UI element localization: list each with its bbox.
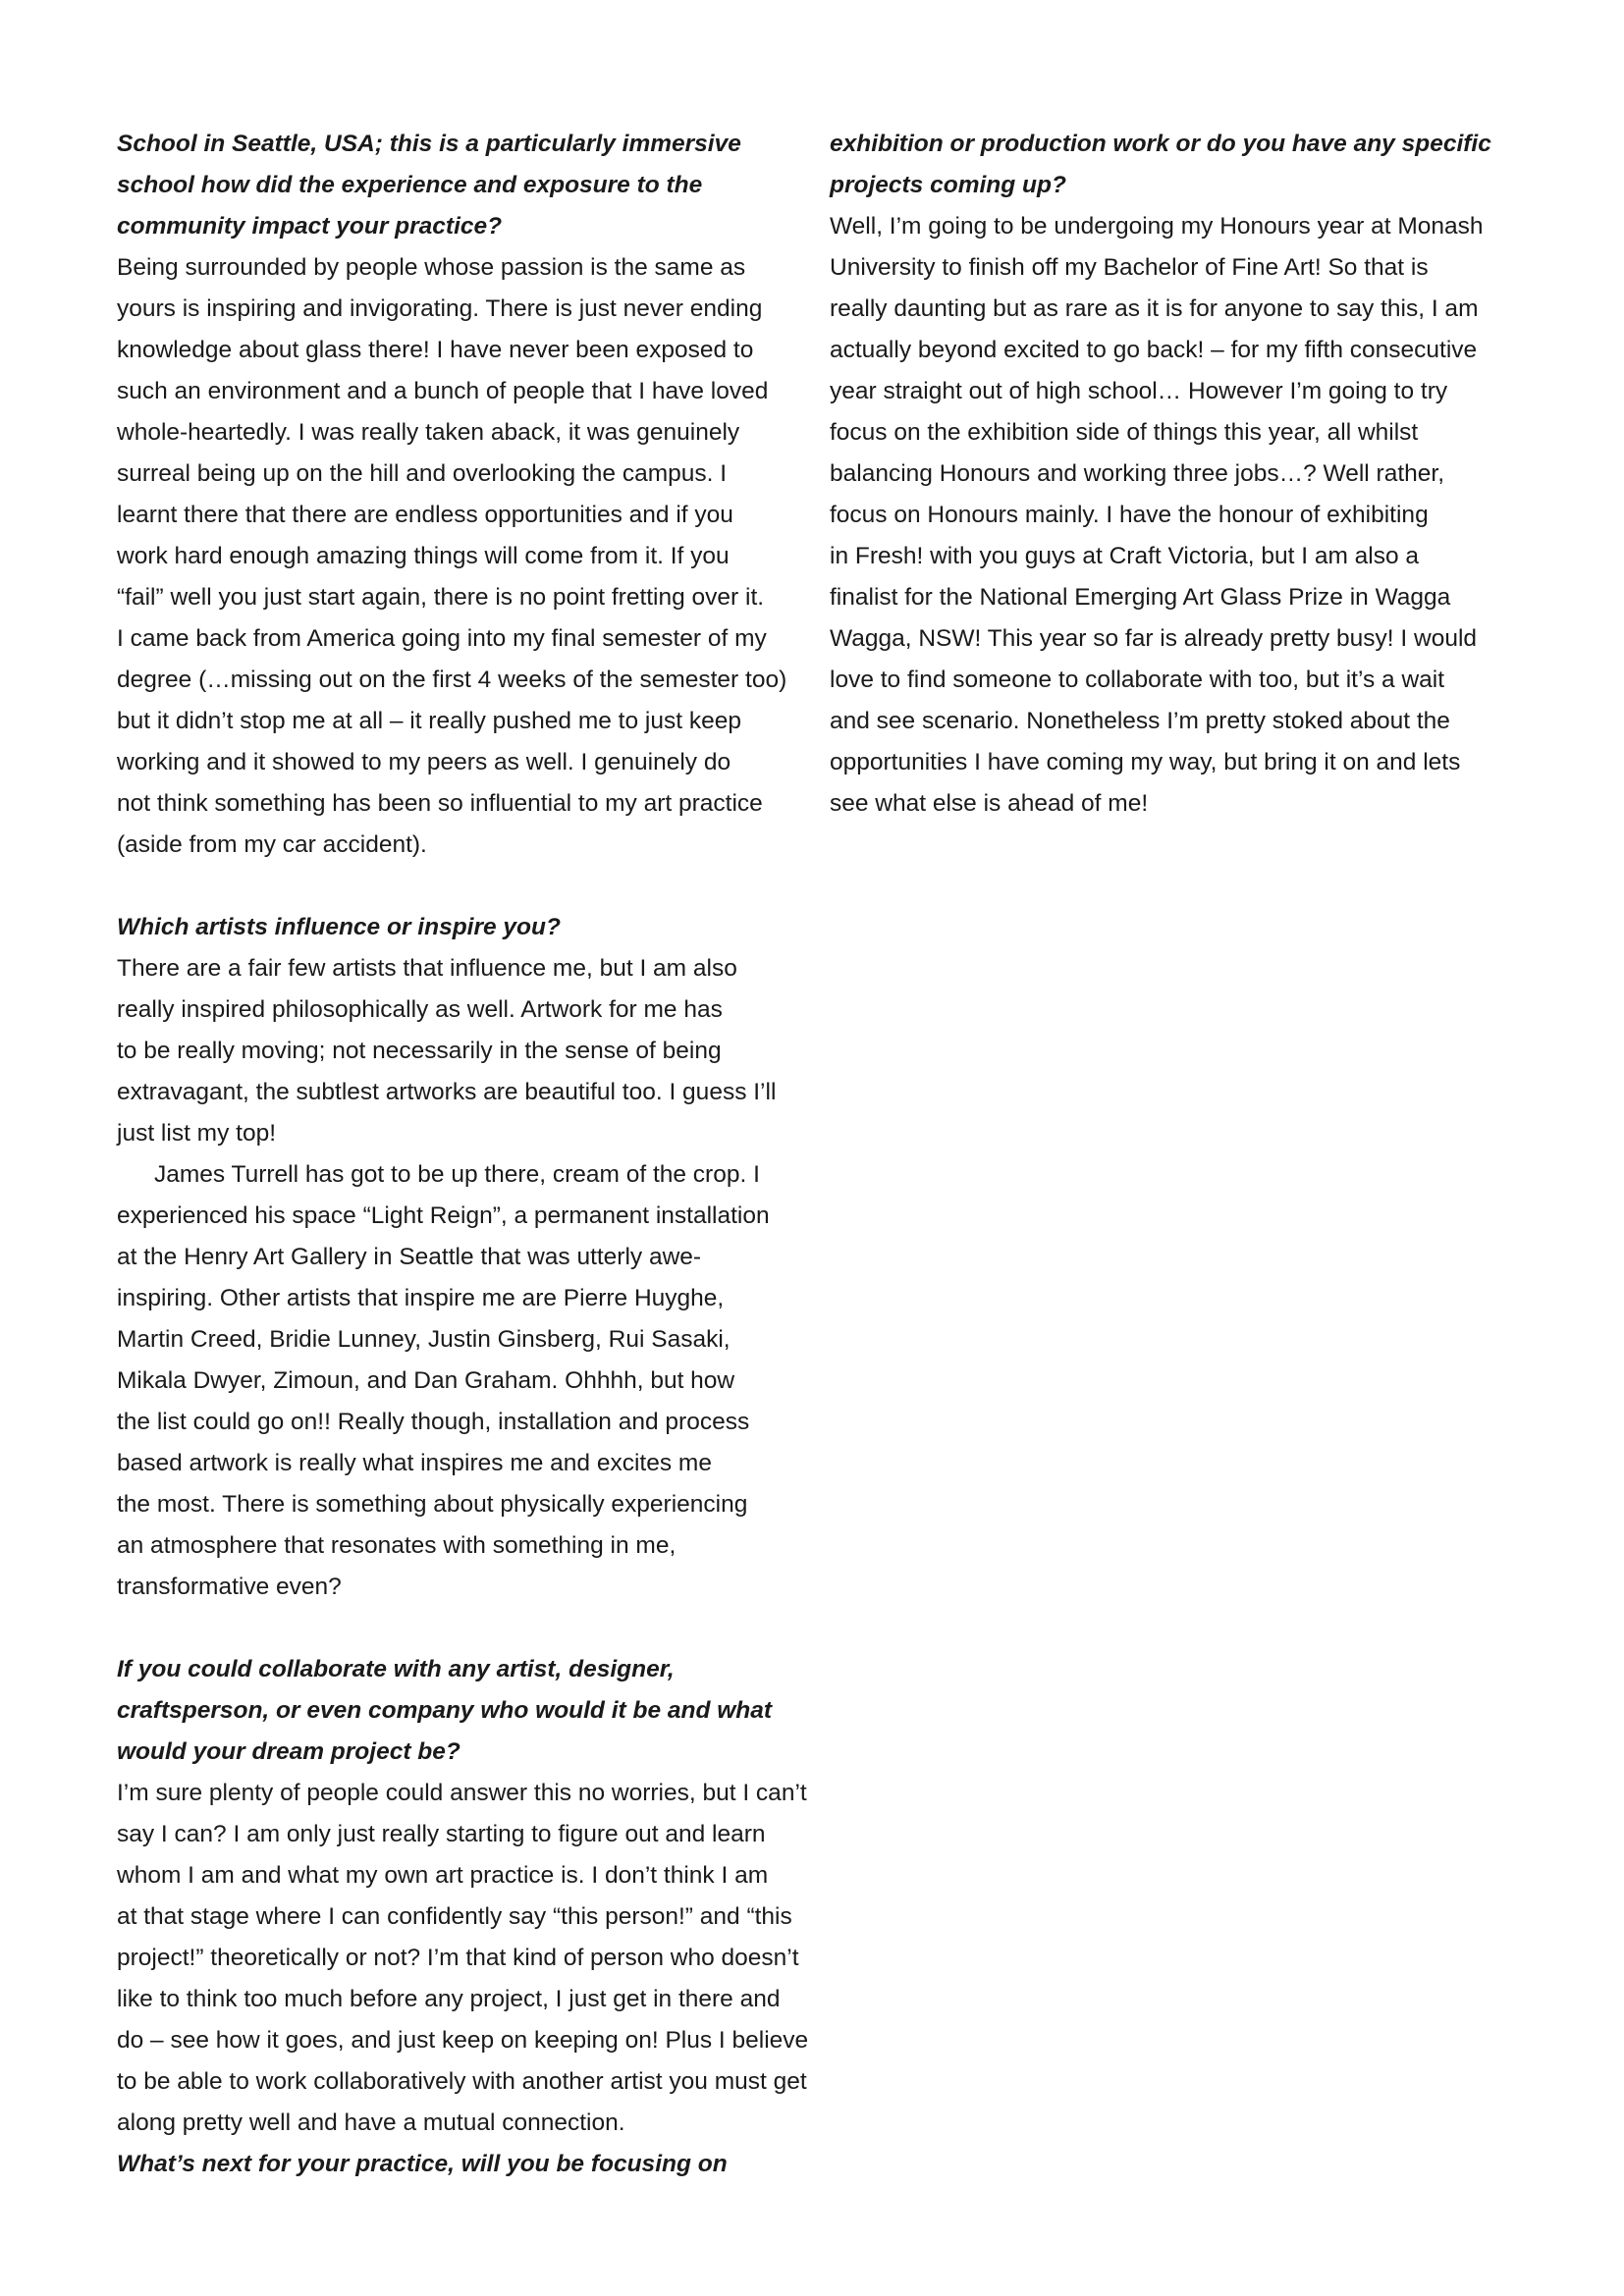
answer-line: transformative even? — [117, 1574, 342, 1600]
answer-line: based artwork is really what inspires me and excites me — [117, 1450, 712, 1476]
answer-line: an atmosphere that resonates with something in me, — [117, 1532, 677, 1559]
answer-line: I came back from America going into my final semester of my — [117, 625, 767, 652]
answer-line: Wagga, NSW! This year so far is already pretty busy! I would — [830, 625, 1478, 652]
answer-line: focus on Honours mainly. I have the honour of exhibiting — [830, 502, 1429, 528]
answer-line: just list my top! — [117, 1120, 277, 1147]
answer-line: yours is inspiring and invigorating. There is just never ending — [117, 295, 763, 322]
answer-line: Mikala Dwyer, Zimoun, and Dan Graham. Ohhhh, but how — [117, 1367, 735, 1394]
answer-line: to be able to work collaboratively with another artist you must get — [117, 2068, 807, 2095]
answer-line: really inspired philosophically as well. Artwork for me has — [117, 996, 723, 1023]
answer-line: Being surrounded by people whose passion is the same as — [117, 254, 746, 281]
answer-line: degree (…missing out on the first 4 weeks of the semester too) — [117, 667, 787, 693]
answer-line: actually beyond excited to go back! – for my fifth consecutive — [830, 337, 1478, 363]
answer-line: focus on the exhibition side of things this year, all whilst — [830, 419, 1419, 446]
question-line: craftsperson, or even company who would it be and what — [117, 1697, 773, 1724]
answer-line: working and it showed to my peers as well. I genuinely do — [117, 749, 731, 775]
answer-line: (aside from my car accident). — [117, 831, 427, 858]
answer-line: but it didn’t stop me at all – it really pushed me to just keep — [117, 708, 741, 734]
answer-line: in Fresh! with you guys at Craft Victoria, but I am also a — [830, 543, 1420, 569]
answer-line: surreal being up on the hill and overlooking the campus. I — [117, 460, 728, 487]
question-line: projects coming up? — [830, 172, 1066, 198]
answer-line: year straight out of high school… However I’m going to try — [830, 378, 1448, 404]
answer-line: work hard enough amazing things will come from it. If you — [117, 543, 730, 569]
answer-line: project!” theoretically or not? I’m that kind of person who doesn’t — [117, 1945, 799, 1971]
answer-line: inspiring. Other artists that inspire me are Pierre Huyghe, — [117, 1285, 725, 1311]
question-line: would your dream project be? — [117, 1738, 460, 1765]
question-line: exhibition or production work or do you have any specific — [830, 131, 1491, 157]
answer-line: the most. There is something about physically experiencing — [117, 1491, 748, 1518]
answer-line: knowledge about glass there! I have never been exposed to — [117, 337, 754, 363]
answer-line: and see scenario. Nonetheless I’m pretty stoked about the — [830, 708, 1450, 734]
answer-line: see what else is ahead of me! — [830, 790, 1149, 817]
answer-line: I’m sure plenty of people could answer this no worries, but I can’t — [117, 1780, 807, 1806]
answer-line: to be really moving; not necessarily in the sense of being — [117, 1038, 722, 1064]
paragraph-gap — [117, 866, 819, 907]
answer-line: like to think too much before any project, I just get in there and — [117, 1986, 781, 2012]
answer-line: along pretty well and have a mutual connection. — [117, 2109, 625, 2136]
question-line: Which artists influence or inspire you? — [117, 914, 561, 940]
answer-line: love to find someone to collaborate with too, but it’s a wait — [830, 667, 1445, 693]
answer-line: extravagant, the subtlest artworks are beautiful too. I guess I’ll — [117, 1079, 777, 1105]
answer-line: not think something has been so influential to my art practice — [117, 790, 763, 817]
answer-line: finalist for the National Emerging Art Glass Prize in Wagga — [830, 584, 1451, 611]
answer-line: the list could go on!! Really though, installation and process — [117, 1409, 750, 1435]
answer-line: University to finish off my Bachelor of Fine Art! So that is — [830, 254, 1429, 281]
answer-line: Martin Creed, Bridie Lunney, Justin Ginsberg, Rui Sasaki, — [117, 1326, 731, 1353]
question-line: community impact your practice? — [117, 213, 503, 240]
left-column — [117, 124, 819, 2185]
answer-line: at the Henry Art Gallery in Seattle that was utterly awe- — [117, 1244, 702, 1270]
answer-line: experienced his space “Light Reign”, a permanent installation — [117, 1202, 770, 1229]
answer-line: whole-heartedly. I was really taken aback, it was genuinely — [117, 419, 740, 446]
question-line: School in Seattle, USA; this is a particularly immersive — [117, 131, 741, 157]
answer-line: do – see how it goes, and just keep on keeping on! Plus I believe — [117, 2027, 809, 2054]
right-column — [830, 124, 1537, 825]
answer-line: really daunting but as rare as it is for anyone to say this, I am — [830, 295, 1479, 322]
answer-line: There are a fair few artists that influence me, but I am also — [117, 955, 737, 982]
question-line: If you could collaborate with any artist, designer, — [117, 1656, 675, 1682]
answer-line: say I can? I am only just really starting to figure out and learn — [117, 1821, 766, 1847]
answer-line: James Turrell has got to be up there, cream of the crop. I — [154, 1161, 760, 1188]
answer-line: learnt there that there are endless opportunities and if you — [117, 502, 733, 528]
paragraph-gap — [117, 1608, 819, 1649]
answer-line: whom I am and what my own art practice is. I don’t think I am — [117, 1862, 769, 1889]
question-line: school how did the experience and exposure to the — [117, 172, 703, 198]
answer-line: opportunities I have coming my way, but bring it on and lets — [830, 749, 1461, 775]
answer-line: such an environment and a bunch of people that I have loved — [117, 378, 769, 404]
answer-line: balancing Honours and working three jobs…? Well rather, — [830, 460, 1445, 487]
answer-line: at that stage where I can confidently say “this person!” and “this — [117, 1903, 792, 1930]
answer-line: Well, I’m going to be undergoing my Honours year at Monash — [830, 213, 1484, 240]
question-line: What’s next for your practice, will you be focusing on — [117, 2151, 728, 2177]
answer-line: “fail” well you just start again, there is no point fretting over it. — [117, 584, 765, 611]
